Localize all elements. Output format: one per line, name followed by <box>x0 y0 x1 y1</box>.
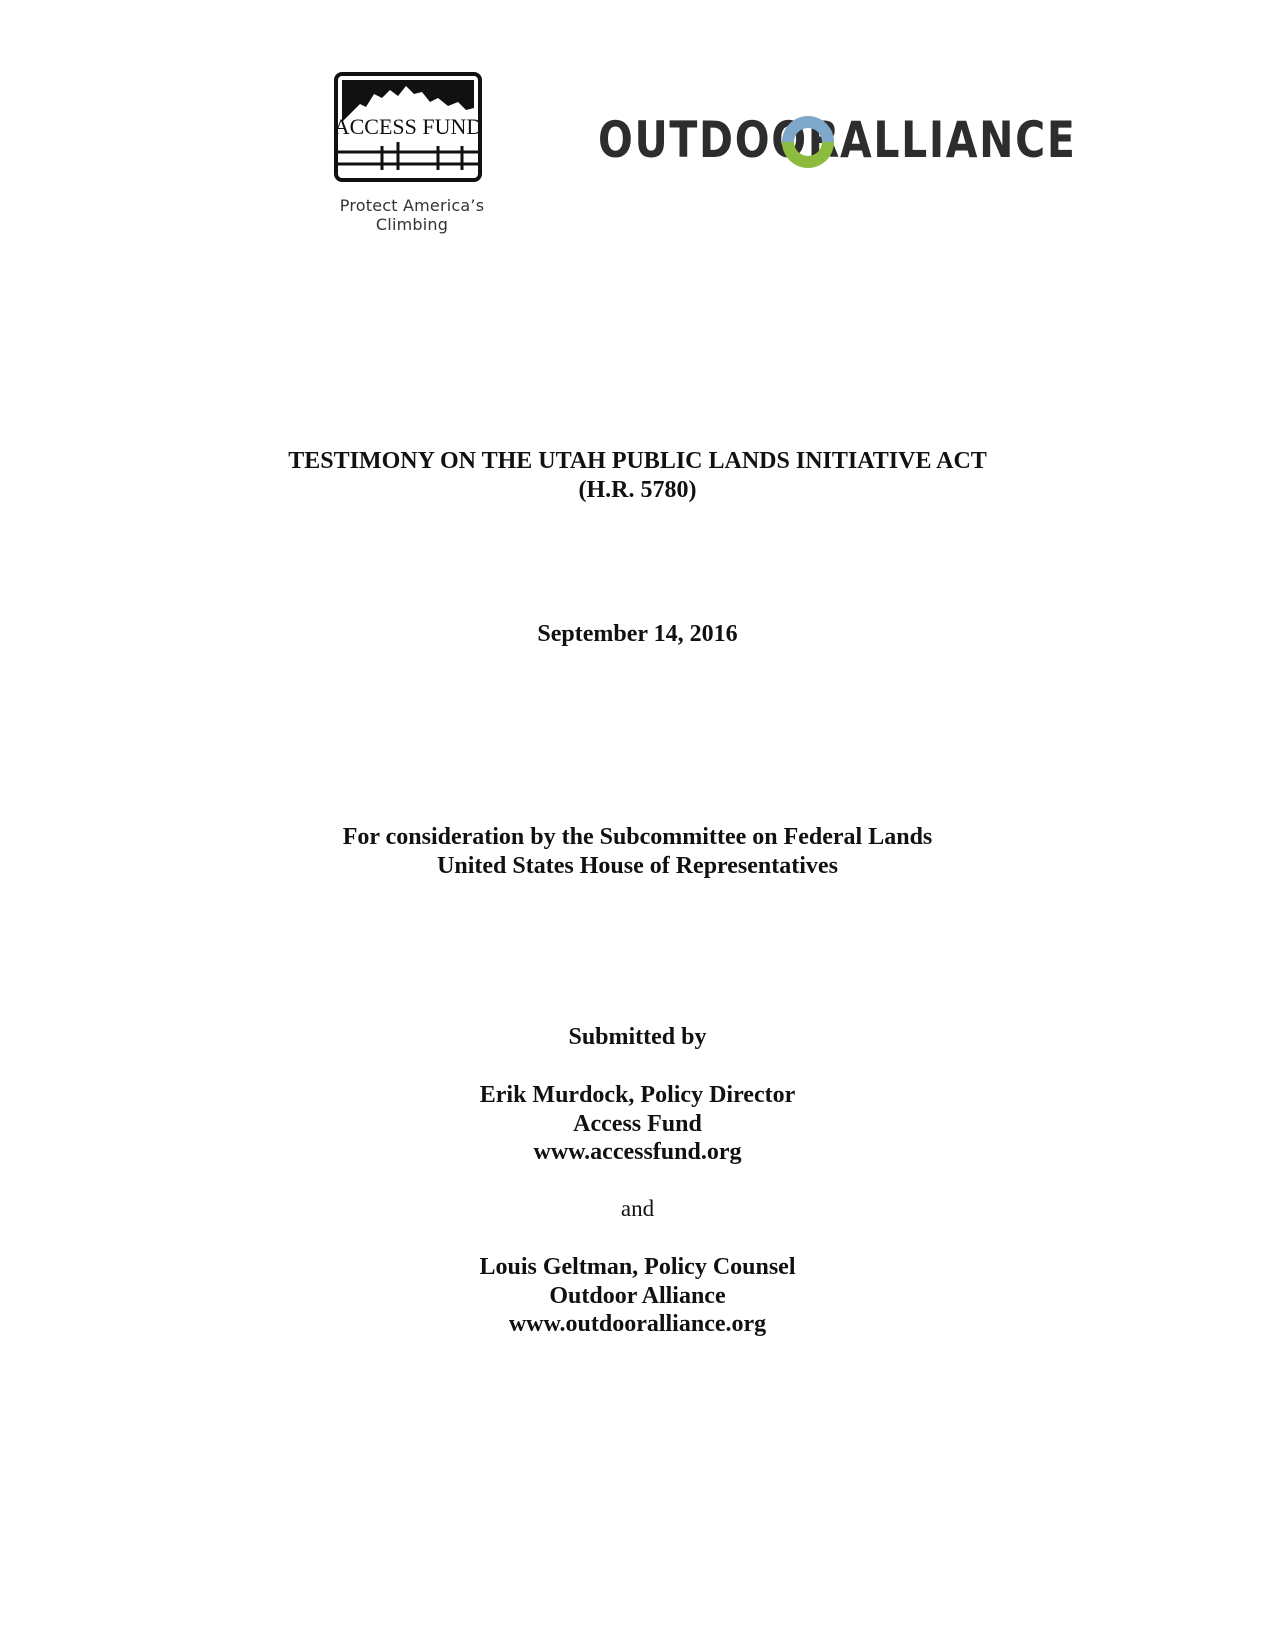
author-2-organization: Outdoor Alliance <box>549 1282 726 1309</box>
outdoor-alliance-word-outdoor: OUTDOOR <box>598 111 841 169</box>
author-1-name: Erik Murdock, Policy Director <box>479 1082 796 1108</box>
consideration-line-2: United States House of Representatives <box>437 853 838 879</box>
title-line-1: TESTIMONY ON THE UTAH PUBLIC LANDS INITIATIVE ACT <box>288 448 987 474</box>
access-fund-logo <box>302 72 522 234</box>
author-2-website: www.outdooralliance.org <box>508 1311 767 1337</box>
author-1-website: www.accessfund.org <box>533 1139 742 1165</box>
document-date: September 14, 2016 <box>537 621 738 647</box>
outdoor-alliance-ring-icon <box>778 112 838 172</box>
author-1-organization: Access Fund <box>573 1110 702 1137</box>
consideration-block <box>0 823 1275 881</box>
author-2-name: Louis Geltman, Policy Counsel <box>479 1254 796 1280</box>
submitted-by-heading: Submitted by <box>568 1024 707 1050</box>
conjunction-text: and <box>620 1196 655 1221</box>
outdoor-alliance-logo <box>598 108 1077 178</box>
access-fund-tagline: Protect America’s Climbing <box>339 196 485 234</box>
document-title <box>0 447 1275 505</box>
consideration-line-1: For consideration by the Subcommittee on Federal Lands <box>342 824 933 850</box>
title-line-2: (H.R. 5780) <box>578 477 697 503</box>
access-fund-wordmark: ACCESS FUND <box>333 114 483 139</box>
author-1-block <box>0 1081 1275 1167</box>
access-fund-emblem <box>302 72 522 192</box>
author-2-block <box>0 1253 1275 1339</box>
outdoor-alliance-word-alliance: ALLIANCE <box>840 111 1077 169</box>
